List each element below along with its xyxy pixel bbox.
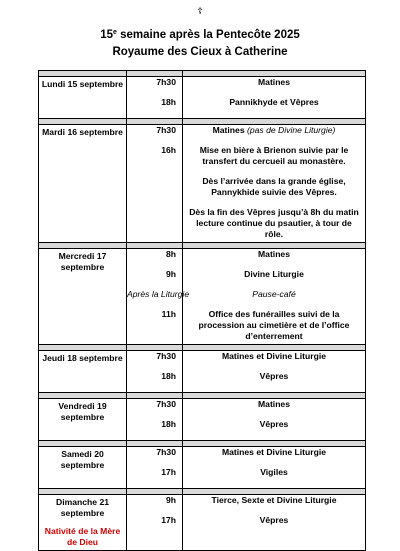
page-subtitle: Royaume des Cieux à Catherine [112, 46, 288, 58]
event-time: 7h30 [156, 447, 176, 457]
time-cell [127, 447, 183, 489]
event-desc: Divine Liturgie [244, 269, 304, 279]
day-cell [39, 351, 127, 393]
day-row-thursday [39, 351, 366, 393]
day-date: Mardi 16 septembre [42, 127, 123, 137]
time-cell [127, 351, 183, 393]
event-desc: Matines [258, 249, 290, 259]
event-desc: Vigiles [260, 467, 288, 477]
event-desc: Matines [258, 399, 290, 409]
day-date: Jeudi 18 septembre [42, 353, 123, 363]
event-desc: Vêpres [259, 515, 289, 525]
event-time: 17h [161, 515, 176, 525]
event-desc: Tierce, Sexte et Divine Liturgie [211, 495, 337, 505]
event-note: (pas de Divine Liturgie) [247, 125, 336, 135]
event-time: 7h30 [156, 351, 176, 361]
event-time: 7h30 [156, 125, 176, 135]
event-desc: Pannikhyde et Vêpres [229, 97, 319, 107]
day-date: Lundi 15 septembre [41, 79, 124, 89]
event-desc: Matines et Divine Liturgie [221, 351, 327, 361]
desc-cell [183, 77, 366, 119]
schedule-table [38, 70, 366, 551]
time-cell [127, 125, 183, 243]
title-ordinal-suffix: e [113, 29, 117, 36]
event-desc: Matines [258, 77, 290, 87]
event-time: 11h [161, 309, 176, 319]
desc-cell [183, 351, 366, 393]
event-time: 18h [161, 419, 176, 429]
day-cell [39, 125, 127, 243]
desc-cell [183, 249, 366, 345]
event-desc: Matines et Divine Liturgie [221, 447, 327, 457]
event-time: Après la Liturgie [127, 289, 190, 299]
day-row-saturday [39, 447, 366, 489]
day-cell [39, 399, 127, 441]
day-row-tuesday [39, 125, 366, 243]
event-time: 9h [165, 495, 176, 505]
day-date: Dimanche 21 septembre [55, 497, 110, 518]
time-cell [127, 399, 183, 441]
desc-cell [183, 447, 366, 489]
day-row-friday [39, 399, 366, 441]
event-desc: Matines [212, 125, 245, 135]
title-text: semaine après la Pentecôte 2025 [116, 29, 300, 41]
event-time: 9h [165, 269, 176, 279]
day-row-sunday [39, 495, 366, 551]
day-row-wednesday [39, 249, 366, 345]
event-desc: Vêpres [259, 419, 289, 429]
event-time: 8h [165, 249, 176, 259]
day-row-monday [39, 77, 366, 119]
feast-label: Nativité de la Mère de Dieu [44, 526, 121, 547]
event-time: 7h30 [156, 77, 176, 87]
orthodox-cross-icon: ☦ [197, 6, 203, 16]
desc-cell [183, 399, 366, 441]
event-time: 17h [161, 467, 176, 477]
day-cell [39, 495, 127, 551]
day-cell [39, 447, 127, 489]
event-desc: Vêpres [259, 371, 289, 381]
event-desc: Dès l’arrivée dans la grande église, Pannykhide suivie des Vêpres. [202, 176, 346, 197]
event-time: 7h30 [156, 399, 176, 409]
title-week-number: 15 [100, 29, 114, 41]
desc-cell [183, 125, 366, 243]
event-desc: Office des funérailles suivi de la procession au cimetière et de l’office d’enterrement [198, 309, 350, 341]
event-time: 18h [161, 371, 176, 381]
event-desc: Dès la fin des Vêpres jusqu’à 8h du matin lecture continue du psautier, à tour de rôle. [189, 207, 359, 239]
time-cell [127, 495, 183, 551]
event-time: 16h [161, 145, 176, 155]
day-cell [39, 77, 127, 119]
time-cell [127, 249, 190, 345]
desc-cell [183, 495, 366, 551]
event-time: 18h [161, 97, 176, 107]
event-desc: Pause-café [252, 289, 296, 299]
day-date: Vendredi 19 septembre [58, 401, 107, 422]
day-date: Mercredi 17 septembre [58, 251, 107, 272]
day-cell [39, 249, 127, 345]
page-title [0, 27, 400, 43]
day-date: Samedi 20 septembre [60, 449, 105, 470]
event-desc: Mise en bière à Brienon suivie par le transfert du cercueil au monastère. [199, 145, 349, 166]
time-cell [127, 77, 183, 119]
